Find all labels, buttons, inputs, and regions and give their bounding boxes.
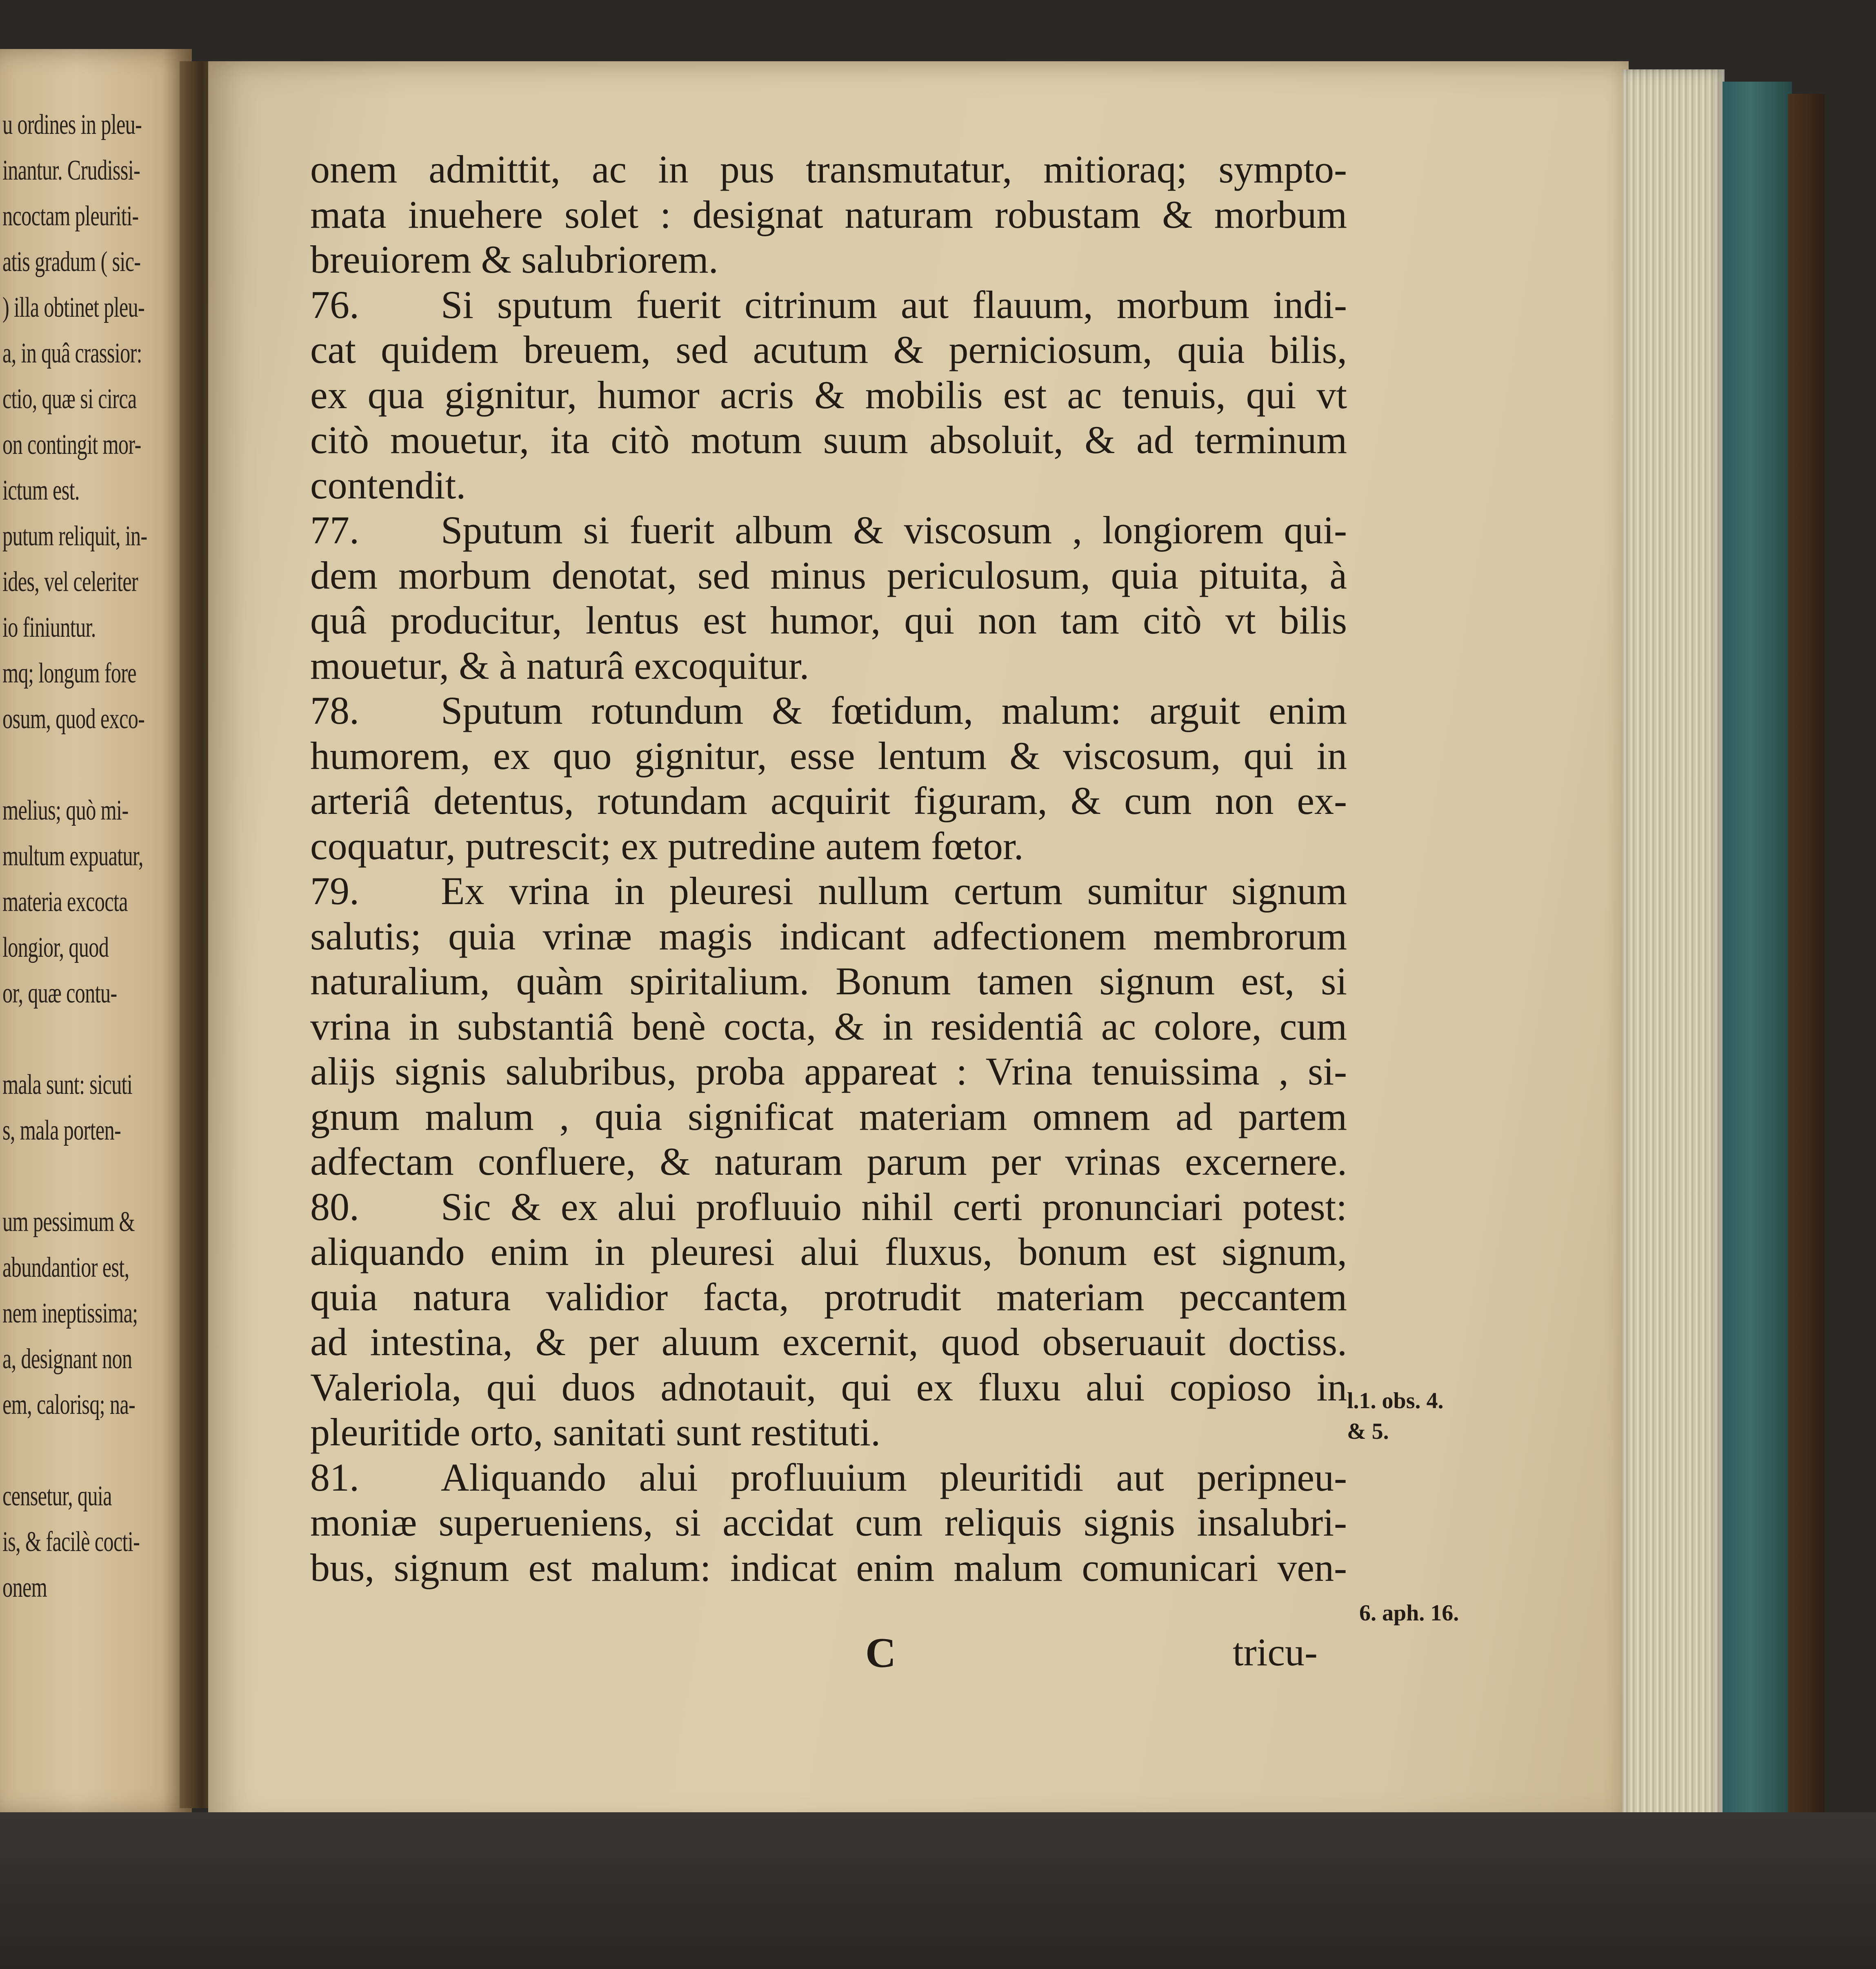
text-line: ex qua gignitur, humor acris & mobilis est ac tenuis, qui vt bbox=[310, 373, 1347, 417]
left-page-line bbox=[2, 742, 132, 788]
text-line: Sputum rotundum & fœtidum, malum: arguit enim bbox=[441, 689, 1347, 732]
text-line: breuiorem & salubriorem. bbox=[310, 238, 718, 281]
paragraph-78-first-line bbox=[310, 688, 1347, 733]
left-page-line: u ordines in pleu- bbox=[2, 109, 142, 140]
paragraph-76-first-line bbox=[310, 282, 1347, 328]
text-line: Valeriola, qui duos adnotauit, qui ex fluxu alui copioso in bbox=[310, 1365, 1347, 1409]
text-line: ad intestina, & per aluum excernit, quod obseruauit doctiss. bbox=[310, 1320, 1347, 1364]
left-page-line: ides, vel celeriter bbox=[2, 566, 138, 598]
left-page-line bbox=[2, 1428, 132, 1473]
paragraph-81-first-line bbox=[310, 1455, 1347, 1500]
left-page-line: materia excocta bbox=[2, 886, 128, 918]
left-page-line: um pessimum & bbox=[2, 1206, 135, 1238]
left-page-line: multum expuatur, bbox=[2, 840, 143, 872]
left-page-line: abundantior est, bbox=[2, 1252, 129, 1283]
paragraph-80-first-line bbox=[310, 1185, 1347, 1230]
left-page-line: putum reliquit, in- bbox=[2, 520, 147, 552]
text-line: coquatur, putrescit; ex putredine autem fœtor. bbox=[310, 824, 1024, 868]
paragraph-77-first-line bbox=[310, 508, 1347, 553]
text-line: humorem, ex quo gignitur, esse lentum & viscosum, qui in bbox=[310, 733, 1347, 778]
catchword: tricu- bbox=[1233, 1630, 1318, 1674]
paragraph-number: 78. bbox=[310, 689, 359, 732]
text-line: mata inuehere solet : designat naturam robustam & morbum bbox=[310, 192, 1347, 236]
book-cover-outer bbox=[1788, 94, 1825, 1833]
left-page-line bbox=[2, 1153, 132, 1199]
left-page-line: is, & facilè cocti- bbox=[2, 1526, 140, 1558]
left-page-line: on contingit mor- bbox=[2, 429, 141, 460]
left-page-line: em, calorisq; na- bbox=[2, 1389, 136, 1420]
text-line: Sputum si fuerit album & viscosum , longiorem qui- bbox=[441, 508, 1347, 552]
left-page-line: a, designant non bbox=[2, 1343, 132, 1375]
main-text-block bbox=[310, 147, 1347, 1590]
left-page-line: longior, quod bbox=[2, 932, 109, 963]
text-line: alijs signis salubribus, proba appareat : Vrina tenuissima , si- bbox=[310, 1049, 1347, 1093]
text-line: contendit. bbox=[310, 463, 466, 507]
left-page-line: censetur, quia bbox=[2, 1480, 112, 1512]
marginal-reference: 6. aph. 16. bbox=[1359, 1600, 1459, 1626]
paragraph-79-first-line bbox=[310, 869, 1347, 914]
left-page-line: mala sunt: sicuti bbox=[2, 1069, 133, 1100]
text-line: quia natura validior facta, protrudit materiam peccantem bbox=[310, 1275, 1347, 1319]
left-page-line: melius; quò mi- bbox=[2, 795, 129, 826]
text-line: Ex vrina in pleuresi nullum certum sumitur signum bbox=[441, 869, 1347, 913]
left-page-line: s, mala porten- bbox=[2, 1115, 121, 1146]
left-page-line: atis gradum ( sic- bbox=[2, 246, 141, 278]
text-line: naturalium, quàm spiritalium. Bonum tamen signum est, si bbox=[310, 959, 1347, 1003]
text-line: dem morbum denotat, sed minus periculosum, quia pituita, à bbox=[310, 553, 1347, 597]
left-page-line: or, quæ contu- bbox=[2, 978, 117, 1009]
left-page bbox=[0, 49, 192, 1816]
text-line: Sic & ex alui profluuio nihil certi pronunciari potest: bbox=[441, 1185, 1347, 1229]
text-line: vrina in substantiâ benè cocta, & in residentiâ ac colore, cum bbox=[310, 1004, 1347, 1048]
page-edges bbox=[1623, 69, 1725, 1833]
signature-mark: C bbox=[865, 1629, 896, 1676]
text-line: Aliquando alui profluuium pleuritidi aut peripneu- bbox=[441, 1455, 1347, 1499]
book-cover-edge bbox=[1723, 82, 1792, 1837]
left-page-line: ctio, quæ si circa bbox=[2, 383, 137, 415]
text-line: salutis; quia vrinæ magis indicant adfectionem membrorum bbox=[310, 914, 1347, 958]
left-page-line: a, in quâ crassior: bbox=[2, 338, 142, 369]
left-page-line: ) illa obtinet pleu- bbox=[2, 292, 145, 323]
text-line: adfectam confluere, & naturam parum per vrinas excernere. bbox=[310, 1140, 1347, 1183]
text-line: cat quidem breuem, sed acutum & perniciosum, quia bilis, bbox=[310, 328, 1347, 371]
paragraph-number: 81. bbox=[310, 1455, 359, 1499]
text-line: aliquando enim in pleuresi alui fluxus, bonum est signum, bbox=[310, 1230, 1347, 1273]
text-line: onem admittit, ac in pus transmutatur, mitioraq; sympto- bbox=[310, 147, 1347, 191]
left-page-text bbox=[2, 102, 147, 1611]
text-line: citò mouetur, ita citò motum suum absoluit, & ad terminum bbox=[310, 418, 1347, 462]
background-surface bbox=[0, 1812, 1876, 1969]
left-page-line bbox=[2, 1016, 132, 1062]
text-line: moniæ superueniens, si accidat cum reliquis signis insalubri- bbox=[310, 1500, 1347, 1544]
text-line: bus, signum est malum: indicat enim malum comunicari ven- bbox=[310, 1545, 1347, 1589]
left-page-line: ncoctam pleuriti- bbox=[2, 200, 139, 232]
text-line: arteriâ detentus, rotundam acquirit figuram, & cum non ex- bbox=[310, 779, 1347, 822]
paragraph-number: 80. bbox=[310, 1185, 359, 1229]
marginal-reference: l.1. obs. 4. bbox=[1347, 1388, 1444, 1413]
left-page-line: io finiuntur. bbox=[2, 612, 96, 643]
left-page-line: osum, quod exco- bbox=[2, 703, 145, 735]
left-page-line: inantur. Crudissi- bbox=[2, 155, 140, 186]
text-line: quâ producitur, lentus est humor, qui non tam citò vt bilis bbox=[310, 598, 1347, 642]
left-page-line: nem ineptissima; bbox=[2, 1298, 138, 1329]
text-line: pleuritide orto, sanitati sunt restituti. bbox=[310, 1410, 881, 1454]
paragraph-number: 76. bbox=[310, 282, 359, 327]
left-page-line: mq; longum fore bbox=[2, 658, 136, 689]
text-line: Si sputum fuerit citrinum aut flauum, morbum indi- bbox=[441, 282, 1347, 327]
paragraph-number: 79. bbox=[310, 869, 359, 913]
text-line: mouetur, & à naturâ excoquitur. bbox=[310, 643, 809, 687]
marginal-reference: & 5. bbox=[1347, 1419, 1389, 1444]
left-page-line: ictum est. bbox=[2, 475, 80, 506]
text-line: gnum malum , quia significat materiam omnem ad partem bbox=[310, 1094, 1347, 1138]
left-page-line: onem bbox=[2, 1572, 47, 1603]
paragraph-number: 77. bbox=[310, 508, 359, 552]
